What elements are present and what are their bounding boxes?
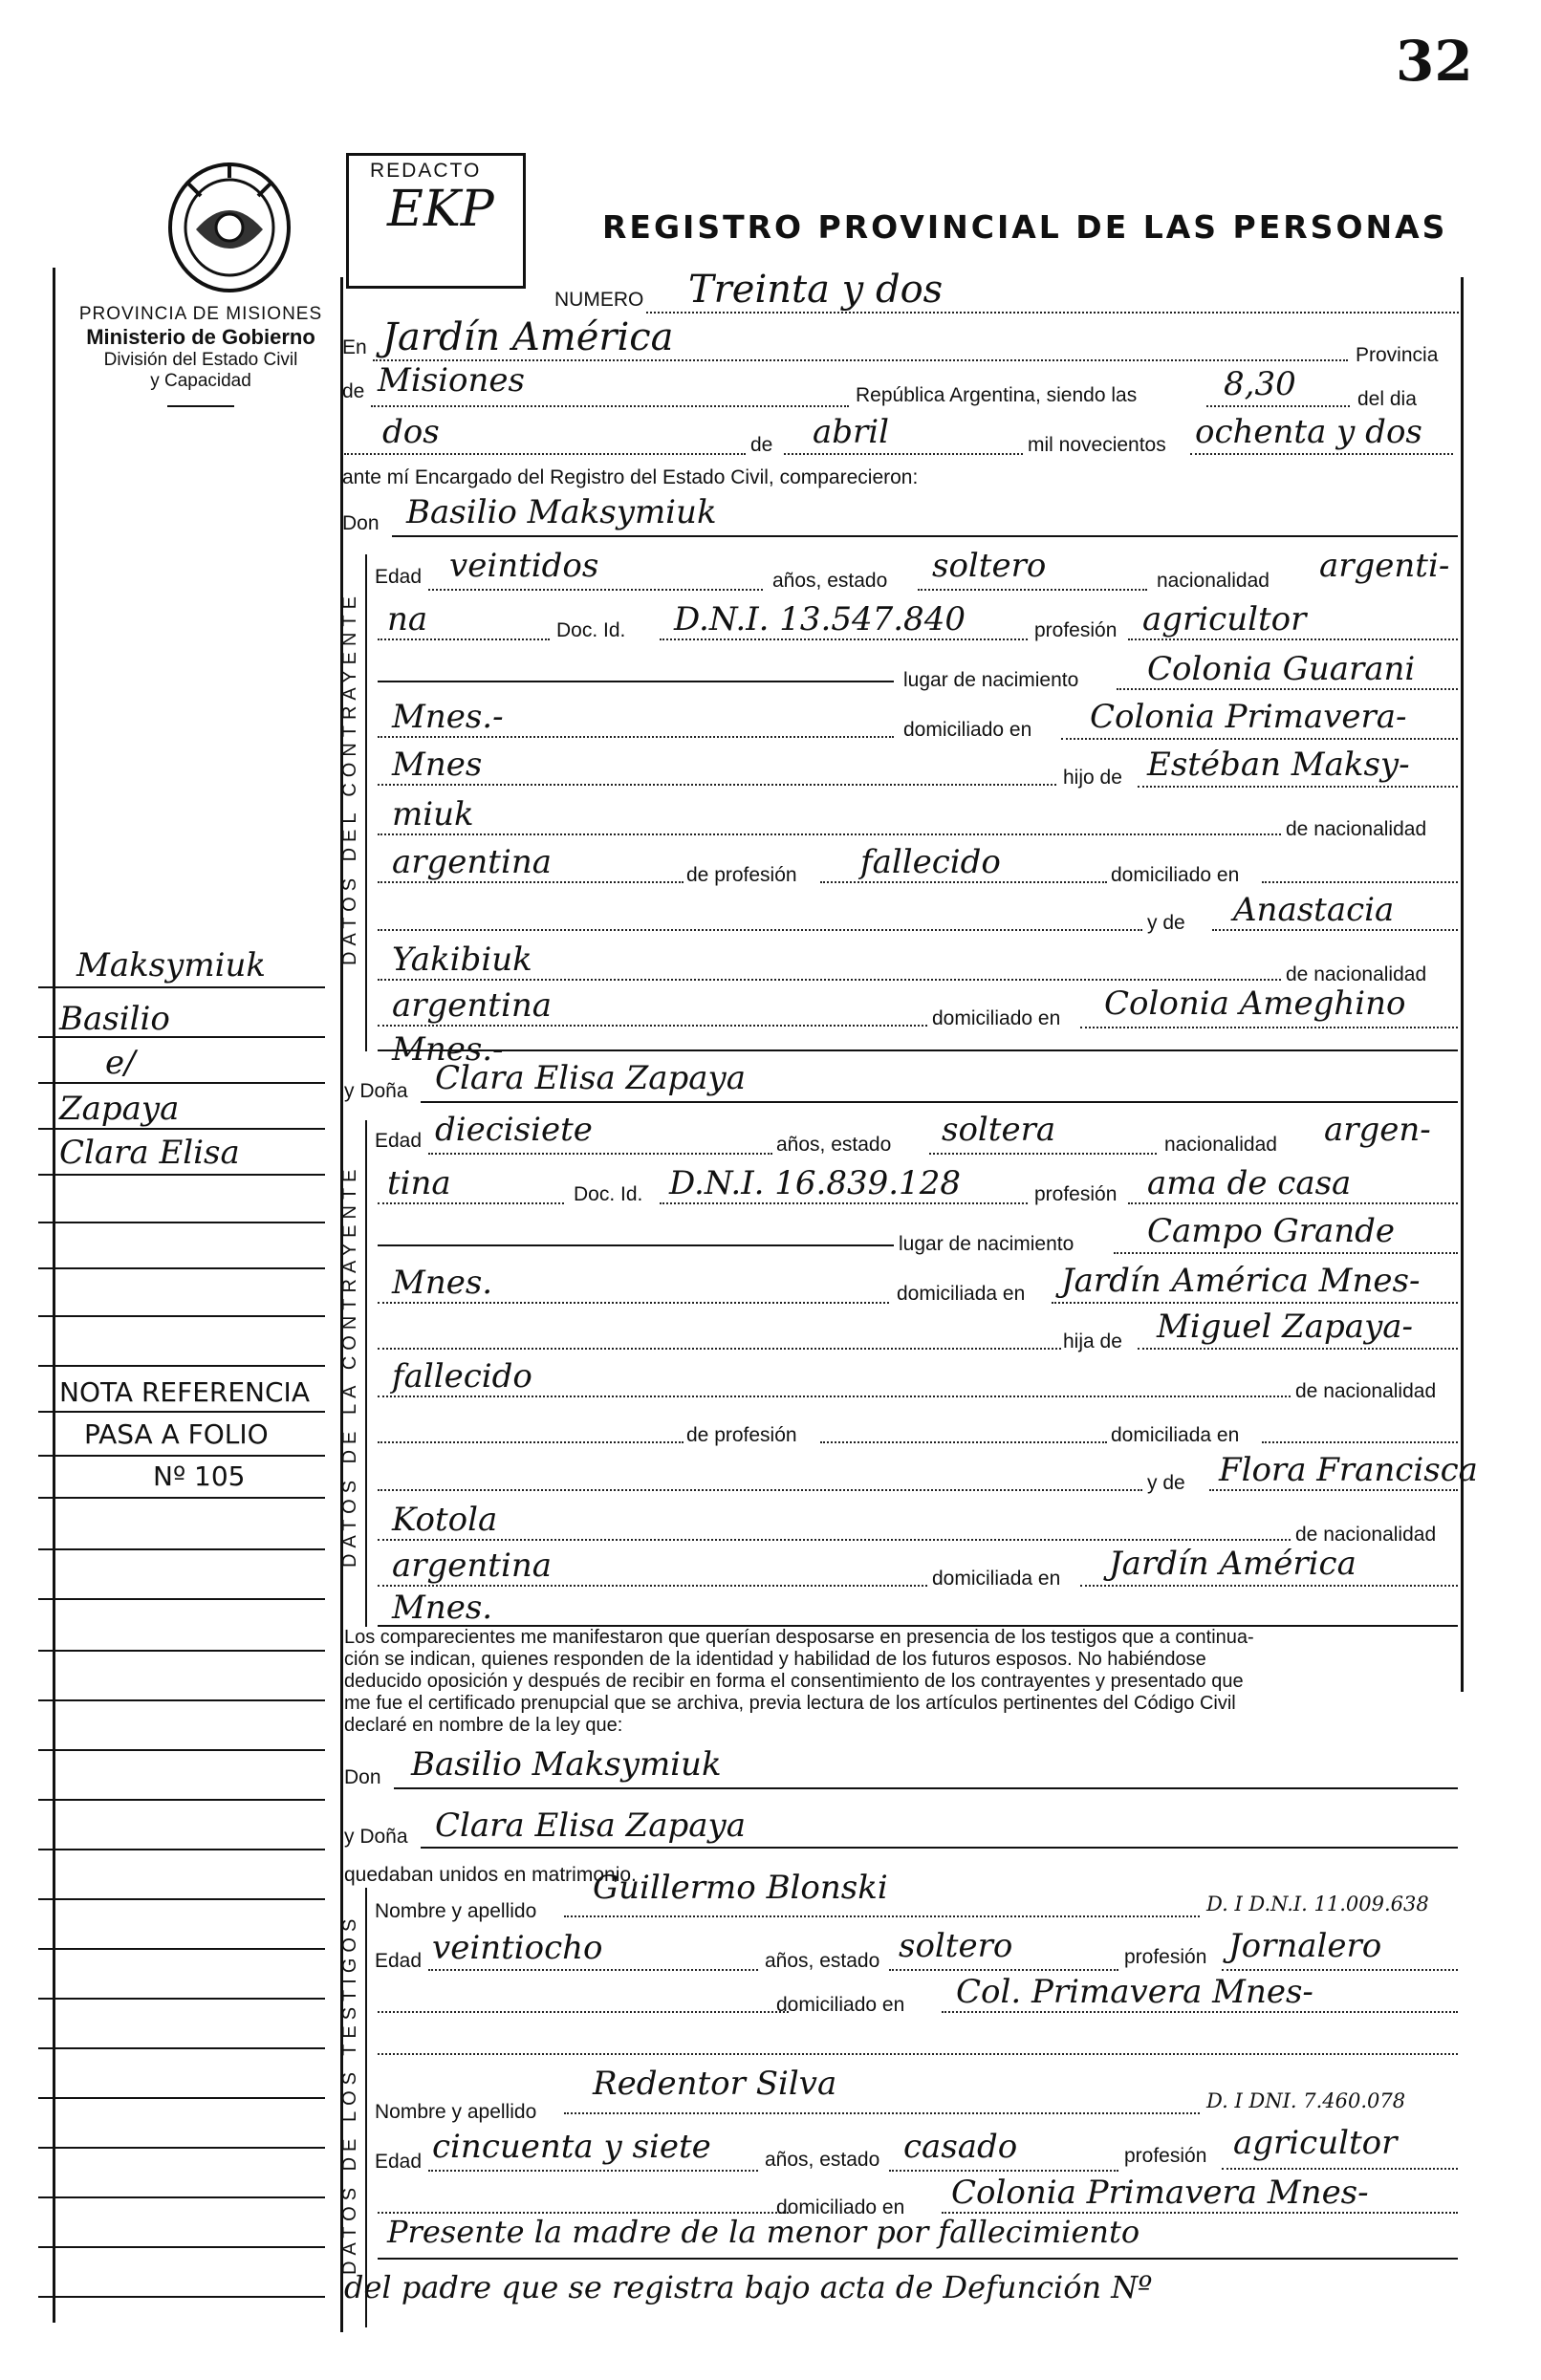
c1-madre-nac-label: de nacionalidad	[1286, 963, 1427, 985]
c2-madre-value-2: Kotola	[392, 1501, 498, 1539]
t2-estado-value: casado	[903, 2128, 1018, 2166]
testigos-side-label: DATOS DE LOS TESTIGOS	[339, 1913, 360, 2275]
c2-madre-dom-value-2: Mnes.	[392, 1589, 493, 1627]
decl-don-value: Basilio Maksymiuk	[411, 1745, 722, 1784]
c1-profesion-value: agricultor	[1142, 600, 1307, 638]
en-value: Jardín América	[382, 315, 674, 359]
c2-madre-value: Flora Francisca	[1219, 1451, 1478, 1489]
c1-edad-value: veintidos	[449, 547, 599, 585]
hora-value: 8,30	[1224, 365, 1296, 403]
redacto-box	[346, 153, 526, 289]
c2-padre-prof-label: de profesión	[686, 1424, 797, 1446]
mes-value: abril	[813, 413, 890, 451]
t2-estado-label: años, estado	[765, 2149, 880, 2171]
c1-madre-dom-label: domiciliado en	[932, 1007, 1061, 1029]
c1-padre-dom-label: domiciliado en	[1111, 864, 1240, 886]
c1-nacionalidad-label: nacionalidad	[1157, 570, 1270, 592]
t2-nombre-label: Nombre y apellido	[375, 2101, 537, 2123]
c2-lugar-label: lugar de nacimiento	[899, 1233, 1074, 1255]
t1-profesion-label: profesión	[1124, 1946, 1207, 1968]
anio-value: ochenta y dos	[1195, 413, 1422, 451]
c1-padre-prof-value: fallecido	[860, 843, 1001, 881]
del-dia-label: del dia	[1357, 388, 1417, 410]
t1-nombre-value: Guillermo Blonski	[593, 1869, 888, 1907]
numero-label: NUMERO	[554, 289, 644, 311]
c1-domicilio-value: Colonia Primavera-	[1090, 698, 1407, 736]
c1-padre-value-2: miuk	[392, 795, 474, 833]
page-number: 32	[1396, 29, 1473, 94]
c1-doc-label: Doc. Id.	[556, 619, 626, 641]
page-title: REGISTRO PROVINCIAL DE LAS PERSONAS	[602, 208, 1448, 246]
ministry-label: Ministerio de Gobierno	[86, 325, 315, 349]
c1-madre-nac-value: argentina	[392, 986, 553, 1025]
c2-estado-label: años, estado	[776, 1134, 892, 1156]
c1-lugar-value-2: Mnes.-	[392, 698, 504, 736]
t2-nombre-value: Redentor Silva	[593, 2065, 837, 2103]
c1-padre-value: Estéban Maksy-	[1147, 746, 1410, 784]
provincia-label: Provincia	[1356, 344, 1439, 366]
t1-estado-value: soltero	[899, 1927, 1013, 1965]
don-value: Basilio Maksymiuk	[406, 493, 717, 531]
declaracion-line-2: ción se indican, quienes responden de la identidad y habilidad de los futuros esposos. No habiéndose	[344, 1649, 1206, 1670]
sidebar-note-2: PASA A FOLIO	[84, 1418, 269, 1450]
de-mes-label: de	[750, 434, 773, 456]
decl-don-label: Don	[344, 1766, 381, 1788]
t2-edad-value: cincuenta y siete	[432, 2128, 711, 2166]
t1-profesion-value: Jornalero	[1228, 1927, 1382, 1965]
capacity-label: y Capacidad	[150, 371, 251, 391]
c2-profesion-label: profesión	[1034, 1183, 1118, 1205]
t2-doc-value: D. I DNI. 7.460.078	[1206, 2089, 1406, 2112]
dona-label: y Doña	[344, 1080, 408, 1102]
declaracion-line-5: declaré en nombre de la ley que:	[344, 1715, 623, 1736]
en-label: En	[342, 336, 367, 358]
c2-padre-value: Miguel Zapaya-	[1157, 1308, 1414, 1346]
c2-padre-value-2: fallecido	[392, 1357, 532, 1396]
t1-edad-value: veintiocho	[432, 1929, 603, 1967]
c2-domiciliada-label: domiciliada en	[897, 1283, 1026, 1305]
decl-dona-label: y Doña	[344, 1826, 408, 1848]
sidebar-conj: e/	[105, 1044, 136, 1082]
sidebar-name-2: Basilio	[59, 1000, 170, 1038]
c1-nacionalidad-value-2: na	[387, 600, 428, 638]
testigos-nota-1: Presente la madre de la menor por fallecimiento	[387, 2214, 1140, 2250]
c1-y-de-label: y de	[1147, 912, 1185, 934]
t1-dom-label: domiciliado en	[776, 1994, 905, 2016]
c2-edad-label: Edad	[375, 1130, 423, 1152]
declaracion-line-4: me fue el certificado prenupcial que se archiva, previa lectura de los artículos pertinentes del Código Civil	[344, 1693, 1236, 1714]
c2-nacionalidad-label: nacionalidad	[1164, 1134, 1277, 1156]
don-label: Don	[342, 512, 380, 534]
province-label: PROVINCIA DE MISIONES	[78, 304, 323, 324]
sidebar-note-1: NOTA REFERENCIA	[59, 1376, 310, 1408]
c2-nacionalidad-value-2: tina	[387, 1164, 451, 1202]
t2-edad-label: Edad	[375, 2151, 423, 2173]
c1-madre-dom-value: Colonia Ameghino	[1104, 984, 1406, 1023]
c2-padre-nac-label: de nacionalidad	[1295, 1380, 1437, 1402]
testigos-nota-2: del padre que se registra bajo acta de Defunción Nº	[344, 2269, 1153, 2305]
division-label: División del Estado Civil	[103, 350, 298, 370]
t2-profesion-value: agricultor	[1233, 2124, 1398, 2162]
provincial-seal-icon	[158, 153, 301, 296]
c2-doc-label: Doc. Id.	[574, 1183, 643, 1205]
c2-nacionalidad-value: argen-	[1324, 1111, 1431, 1149]
c2-doc-value: D.N.I. 16.839.128	[669, 1164, 961, 1202]
numero-value: Treinta y dos	[688, 268, 944, 312]
de-value: Misiones	[378, 361, 525, 400]
ante-text: ante mí Encargado del Registro del Estado Civil, comparecieron:	[342, 466, 919, 488]
redacto-initials: EKP	[387, 181, 494, 238]
republica-label: República Argentina, siendo las	[856, 384, 1138, 406]
sidebar-name-4: Clara Elisa	[59, 1134, 240, 1172]
c2-y-de-label: y de	[1147, 1472, 1185, 1494]
c2-edad-value: diecisiete	[435, 1111, 593, 1149]
c1-estado-label: años, estado	[772, 570, 888, 592]
contrayente-2-side-label: DATOS DE LA CONTRAYENTE	[339, 1163, 360, 1568]
dona-value: Clara Elisa Zapaya	[435, 1059, 746, 1097]
c1-lugar-label: lugar de nacimiento	[903, 669, 1079, 691]
c2-estado-value: soltera	[942, 1111, 1056, 1149]
c1-nacionalidad-value: argenti-	[1319, 547, 1450, 585]
c1-doc-value: D.N.I. 13.547.840	[674, 600, 966, 638]
c2-padre-dom-label: domiciliada en	[1111, 1424, 1240, 1446]
declaracion-line-3: deducido oposición y después de recibir en forma el consentimiento de los contrayentes y presentado que	[344, 1671, 1244, 1692]
t1-edad-label: Edad	[375, 1950, 423, 1972]
c2-lugar-value: Campo Grande	[1147, 1212, 1396, 1250]
t1-dom-value: Col. Primavera Mnes-	[956, 1973, 1313, 2011]
c1-domiciliado-label: domiciliado en	[903, 719, 1032, 741]
t2-dom-label: domiciliado en	[776, 2196, 905, 2218]
c1-estado-value: soltero	[932, 547, 1047, 585]
mil-label: mil novecientos	[1028, 434, 1166, 456]
declaracion-line-1: Los comparecientes me manifestaron que querían desposarse en presencia de los testigos que a continua-	[344, 1627, 1254, 1648]
decl-dona-value: Clara Elisa Zapaya	[435, 1807, 746, 1845]
c1-lugar-value: Colonia Guarani	[1147, 650, 1416, 688]
c2-domicilio-value: Jardín América Mnes-	[1061, 1262, 1421, 1300]
c1-domicilio-value-2: Mnes	[392, 746, 483, 784]
c2-madre-nac-label: de nacionalidad	[1295, 1524, 1437, 1546]
contrayente-1-side-label: DATOS DEL CONTRAYENTE	[339, 591, 360, 965]
c1-padre-nac-value: argentina	[392, 843, 553, 881]
c2-hija-label: hija de	[1063, 1331, 1122, 1352]
redacto-label: REDACTO	[370, 160, 482, 182]
de-label: de	[342, 380, 365, 402]
c1-padre-prof-label: de profesión	[686, 864, 797, 886]
t2-dom-value: Colonia Primavera Mnes-	[951, 2174, 1369, 2212]
c1-madre-value-2: Yakibiuk	[392, 941, 532, 979]
sidebar-name-1: Maksymiuk	[76, 946, 266, 984]
c1-madre-dom-value-2: Mnes.-	[392, 1030, 504, 1069]
sidebar-note-3: Nº 105	[153, 1460, 246, 1492]
c2-madre-dom-label: domiciliada en	[932, 1568, 1061, 1590]
c2-madre-dom-value: Jardín América	[1109, 1545, 1357, 1583]
c1-hijo-label: hijo de	[1063, 767, 1122, 789]
c2-profesion-value: ama de casa	[1147, 1164, 1352, 1202]
c2-lugar-value-2: Mnes.	[392, 1264, 493, 1302]
t2-profesion-label: profesión	[1124, 2145, 1207, 2167]
c1-padre-nac-label: de nacionalidad	[1286, 818, 1427, 840]
t1-estado-label: años, estado	[765, 1950, 880, 1972]
t1-doc-value: D. I D.N.I. 11.009.638	[1206, 1893, 1429, 1915]
decl-unidos: quedaban unidos en matrimonio.	[344, 1864, 637, 1886]
c1-edad-label: Edad	[375, 566, 423, 588]
c1-madre-value: Anastacia	[1233, 891, 1395, 929]
t1-nombre-label: Nombre y apellido	[375, 1900, 537, 1922]
c2-madre-nac-value: argentina	[392, 1547, 553, 1585]
c1-profesion-label: profesión	[1034, 619, 1118, 641]
dia-value: dos	[382, 413, 440, 451]
sidebar-name-3: Zapaya	[59, 1090, 180, 1128]
